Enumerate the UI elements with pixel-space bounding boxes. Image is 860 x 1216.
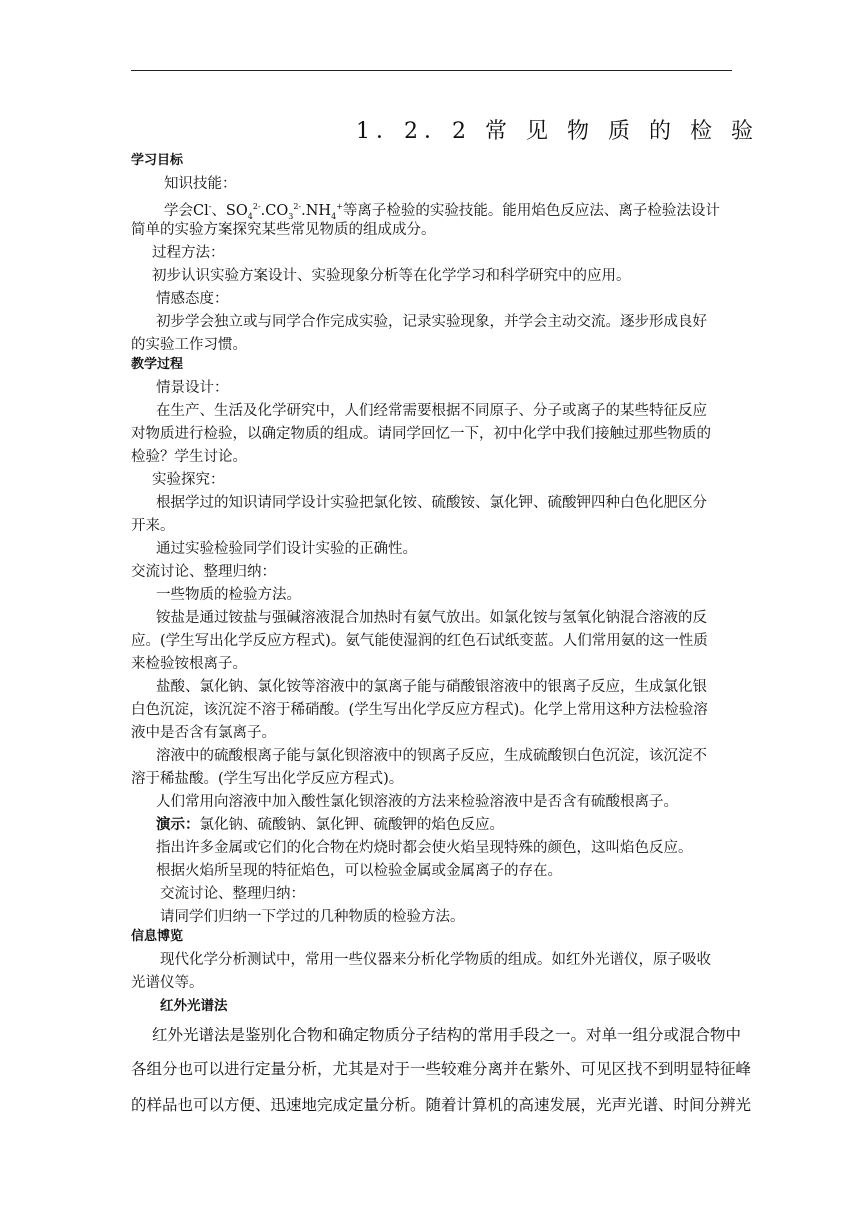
ir-line-3: 的样品也可以方便、迅速地完成定量分析。随着计算机的高速发展，光声光谱、时间分辨光 [131,1096,752,1114]
demo-label: 演示： [156,816,200,833]
discuss-label: 交流讨论、整理归纳： [131,564,276,580]
page-title: 1．2．2 常 见 物 质 的 检 验 [356,119,759,144]
info-line-2: 光谱仪等。 [131,975,204,991]
methods-intro: 一些物质的检验方法。 [156,587,301,603]
scene-label: 情景设计： [156,380,229,396]
method-text: 初步认识实验方案设计、实验现象分析等在化学学习和科学研究中的应用。 [152,268,631,284]
explore-line-2: 开来。 [131,518,175,534]
ir-line-1: 红外光谱法是鉴别化合物和确定物质分子结构的常用手段之一。对单一组分或混合物中 [152,1026,742,1044]
attitude-label: 情感态度： [156,291,229,307]
section-heading-process: 教学过程 [131,357,184,372]
demo-line [156,815,504,835]
section-heading-info: 信息博览 [131,929,184,944]
header-rule [131,70,732,71]
attitude-line-2: 的实验工作习惯。 [131,337,247,353]
scene-line-2: 对物质进行检验，以确定物质的组成。请同学回忆一下，初中化学中我们接触过那些物质的 [131,426,711,442]
discuss2-label: 交流讨论、整理归纳： [160,886,305,902]
info-line-1: 现代化学分析测试中，常用一些仪器来分析化学物质的组成。如红外光谱仪，原子吸收 [160,952,711,968]
sulfate-line-3: 人们常用向溶液中加入酸性氯化钡溶液的方法来检验溶液中是否含有硫酸根离子。 [156,794,678,810]
sulfate-line-2: 溶于稀盐酸。(学生写出化学反应方程式)。 [131,771,404,787]
flame-line-2: 根据火焰所呈现的特征焰色，可以检验金属或金属离子的存在。 [156,863,562,879]
explore-label: 实验探究： [152,472,225,488]
knowledge-line-1: 学会Cl-、$SO_4^{2-}.CO_3^{2-}.NH_4^+$等离子检验的实验技能。能用焰色反应法、离子检验法设计 [164,202,720,221]
ammonium-line-3: 来检验铵根离子。 [131,656,247,672]
chloride-line-1: 盐酸、氯化钠、氯化铵等溶液中的氯离子能与硝酸银溶液中的银离子反应，生成氯化银 [156,679,707,695]
ir-heading: 红外光谱法 [160,998,228,1014]
sulfate-line-1: 溶液中的硫酸根离子能与氯化钡溶液中的钡离子反应，生成硫酸钡白色沉淀，该沉淀不 [156,748,707,764]
knowledge-label: 知识技能： [164,176,237,192]
demo-text: 氯化钠、硫酸钠、氯化钾、硫酸钾的焰色反应。 [199,817,504,833]
scene-line-3: 检验？学生讨论。 [131,449,247,465]
scene-line-1: 在生产、生活及化学研究中，人们经常需要根据不同原子、分子或离子的某些特征反应 [156,403,707,419]
explore-line-3: 通过实验检验同学们设计实验的正确性。 [156,541,417,557]
ir-line-2: 各组分也可以进行定量分析，尤其是对于一些较难分离并在紫外、可见区找不到明显特征峰 [131,1060,752,1078]
flame-line-1: 指出许多金属或它们的化合物在灼烧时都会使火焰呈现特殊的颜色，这叫焰色反应。 [156,840,693,856]
ammonium-line-2: 应。(学生写出化学反应方程式)。氨气能使湿润的红色石试纸变蓝。人们常用氨的这一性质 [131,633,708,649]
discuss2-text: 请同学们归纳一下学过的几种物质的检验方法。 [160,909,465,925]
knowledge-line-2: 简单的实验方案探究某些常见物质的组成成分。 [131,222,436,238]
attitude-line-1: 初步学会独立或与同学合作完成实验，记录实验现象，并学会主动交流。逐步形成良好 [156,314,707,330]
ammonium-line-1: 铵盐是通过铵盐与强碱溶液混合加热时有氨气放出。如氯化铵与氢氧化钠混合溶液的反 [156,610,707,626]
method-label: 过程方法： [152,245,225,261]
chloride-line-3: 液中是否含有氯离子。 [131,725,276,741]
explore-line-1: 根据学过的知识请同学设计实验把氯化铵、硫酸铵、氯化钾、硫酸钾四种白色化肥区分 [156,495,707,511]
section-heading-objectives: 学习目标 [131,153,184,168]
chloride-line-2: 白色沉淀，该沉淀不溶于稀硝酸。(学生写出化学反应方程式)。化学上常用这种方法检验溶 [131,702,708,718]
